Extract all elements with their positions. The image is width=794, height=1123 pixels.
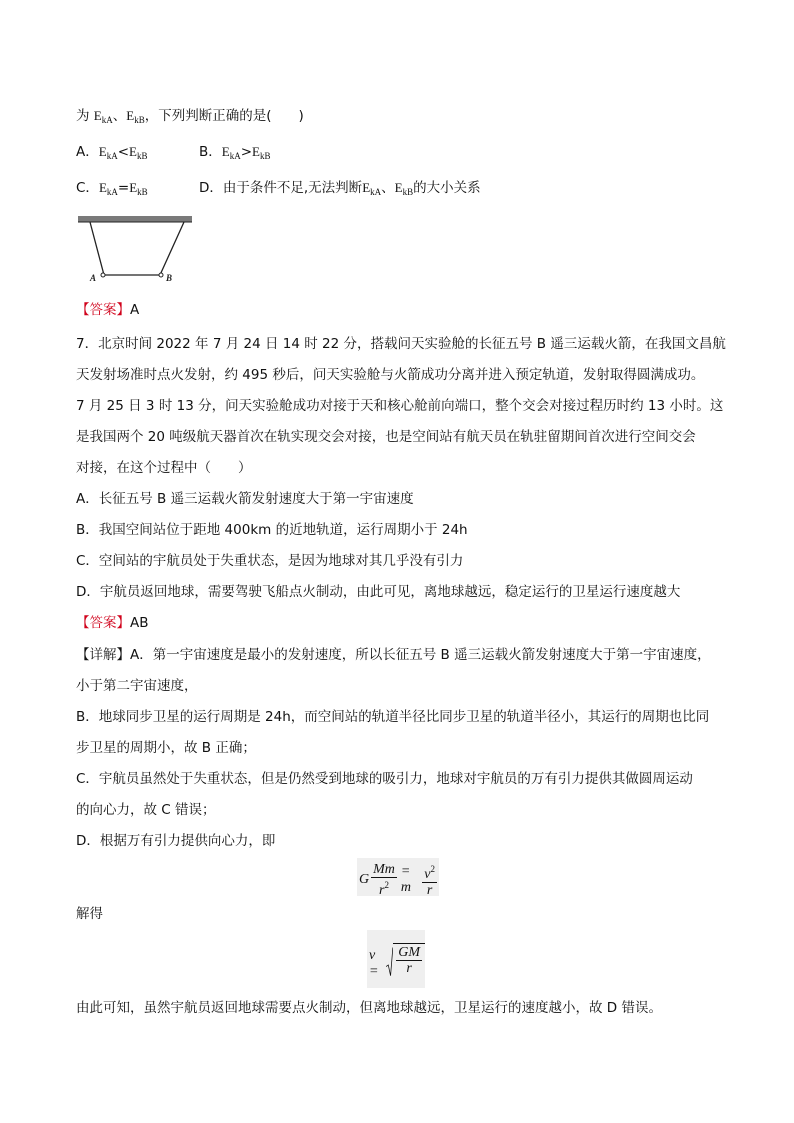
q7-option-d: D．宇航员返回地球，需要驾驶飞船点火制动，由此可见，离地球越远，稳定运行的卫星运行速度越大 [76,584,681,600]
answer-tag: 【答案】 [76,302,130,318]
sqrt-icon [386,942,394,982]
q7-option-b: B．我国空间站位于距地 400km 的近地轨道，运行周期小于 24h [76,522,468,538]
point-b [159,273,163,277]
detail-tag: 【详解】 [76,647,130,663]
q6-stem: 为 $E_{kA}$、$E_{kB}$，下列判断正确的是( ) [76,108,304,125]
formula-velocity: v = $\frac{GM}{r}$ [367,930,425,988]
q7-stem-line: 是我国两个 20 吨级航天器首次在轨实现交会对接，也是空间站有航天员在轨驻留期间首次进行空间交会 [76,429,696,445]
rope-right [160,222,184,275]
q7-detail-line: 步卫星的周期小，故 B 正确； [76,740,256,756]
answer-value: AB [130,615,149,631]
q7-detail-line: 小于第二宇宙速度， [76,678,198,694]
q6-option-d: D．由于条件不足,无法判断$E_{kA}$、$E_{kB}$的大小关系 [199,180,481,197]
q6-option-b: B．$E_{kA}>E_{kB}$ [199,144,271,161]
rope-left [90,222,104,275]
answer-value: A [130,302,140,318]
q7-stem-line: 7 月 25 日 3 时 13 分，问天实验舱成功对接于天和核心舱前向端口，整个交会对接过程历时约 13 小时。这 [76,398,724,414]
solve-label: 解得 [76,906,103,922]
point-a [101,273,105,277]
q7-option-a: A．长征五号 B 遥三运载火箭发射速度大于第一宇宙速度 [76,491,414,507]
answer-tag: 【答案】 [76,615,130,631]
q7-detail-line: D．根据万有引力提供向心力，即 [76,833,276,849]
label-b: B [166,273,173,283]
q6-option-c: C．$E_{kA}=E_{kB}$ [76,180,148,197]
label-a: A [90,273,97,283]
q7-stem-line: 天发射场准时点火发射，约 495 秒后，问天实验舱与火箭成功分离并进入预定轨道，发射取得圆满成功。 [76,367,705,383]
q7-detail-line: 的向心力，故 C 错误； [76,802,216,818]
q6-figure [76,214,196,284]
q7-detail-line: C．宇航员虽然处于失重状态，但是仍然受到地球的吸引力，地球对宇航员的万有引力提供其做圆周运动 [76,771,693,787]
q7-stem-line: 对接，在这个过程中（ ） [76,460,252,476]
q7-option-c: C．空间站的宇航员处于失重状态，是因为地球对其几乎没有引力 [76,553,464,569]
q6-answer [76,300,139,320]
q7-answer [76,613,149,633]
q7-conclusion: 由此可知，虽然宇航员返回地球需要点火制动，但离地球越远，卫星运行的速度越小，故 D 错误。 [76,1000,662,1016]
q7-detail-line: 【详解】A．第一宇宙速度是最小的发射速度，所以长征五号 B 遥三运载火箭发射速度大于第一宇宙速度， [76,647,711,663]
q7-stem-line: 7．北京时间 2022 年 7 月 24 日 14 时 22 分，搭载问天实验舱的长征五号 B 遥三运载火箭，在我国文昌航 [76,336,726,352]
ceiling-bar [78,216,192,222]
q6-option-a: A．$E_{kA}<E_{kB}$ [76,144,148,161]
q7-detail-line: B．地球同步卫星的运行周期是 24h，而空间站的轨道半径比同步卫星的轨道半径小，其运行的周期也比同 [76,709,710,725]
formula-gravitation: G $\frac{Mm}{r^2}$ = m $\frac{v^2}{r}$ [357,858,439,896]
